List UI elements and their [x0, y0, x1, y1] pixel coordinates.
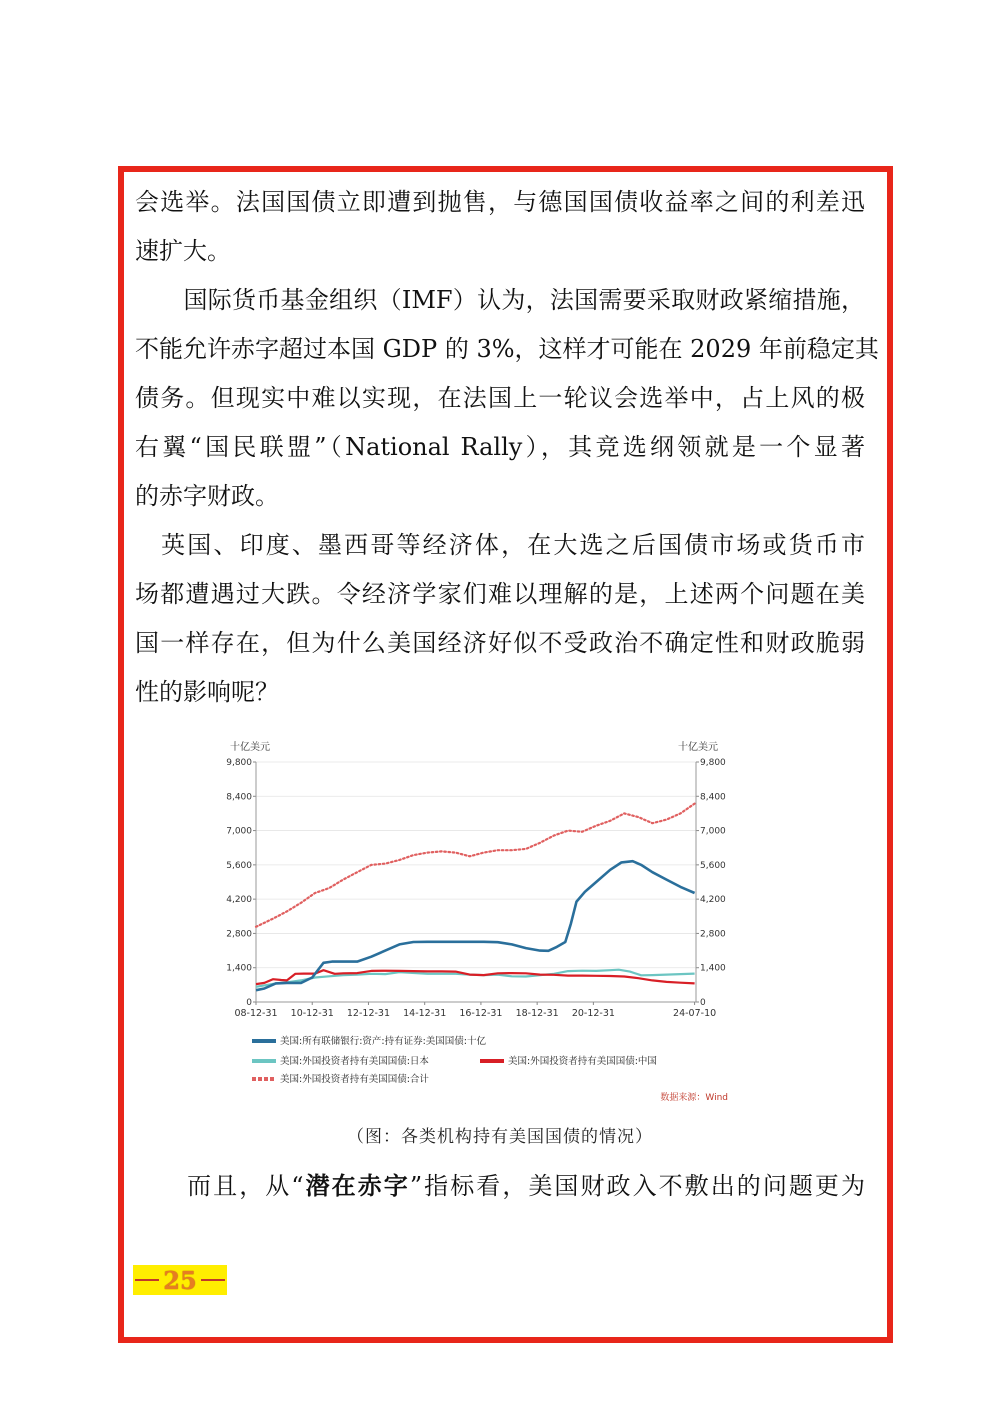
- y-axis-right: [696, 758, 726, 1008]
- chart-series: [256, 804, 695, 991]
- y-tick-label-right: 5,600: [700, 860, 726, 871]
- text-line: 不能允许赤字超过本国 GDP 的 3%，这样才可能在 2029 年前稳定其: [135, 335, 879, 363]
- legend-label: 美国:外国投资者持有美国国债:合计: [280, 1074, 429, 1085]
- y-tick-label-left: 4,200: [226, 895, 252, 906]
- text-line: 国际货币基金组织（IMF）认为，法国需要采取财政紧缩措施，: [135, 286, 865, 314]
- series-line-1: [256, 970, 695, 987]
- x-tick-label: 18-12-31: [515, 1008, 559, 1019]
- y-tick-label-left: 8,400: [226, 792, 252, 803]
- bold-term: 潜在赤字: [303, 1171, 410, 1200]
- legend-swatch: [252, 1039, 276, 1043]
- legend-label: 美国:外国投资者持有美国国债:中国: [508, 1056, 657, 1067]
- chart-legend: [252, 1035, 657, 1085]
- text-line: 债务。但现实中难以实现，在法国上一轮议会选举中，占上风的极: [135, 384, 865, 412]
- page-number: 25: [163, 1265, 197, 1295]
- text-line: 速扩大。: [135, 237, 231, 265]
- text-line: 性的影响呢？: [135, 678, 279, 706]
- paragraph-1: [135, 178, 865, 276]
- y-tick-label-right: 4,200: [700, 895, 726, 906]
- y-tick-label-left: 7,000: [226, 826, 252, 837]
- legend-swatch: [252, 1077, 256, 1081]
- paragraph-3: [135, 521, 865, 717]
- x-tick-label: 20-12-31: [571, 1008, 615, 1019]
- paragraph-4: [135, 1161, 865, 1211]
- dash-left: [135, 1279, 159, 1281]
- x-tick-label: 10-12-31: [290, 1008, 334, 1019]
- y-axis-unit-left: 十亿美元: [230, 742, 270, 753]
- y-tick-label-left: 9,800: [226, 758, 252, 768]
- y-tick-label-left: 0: [246, 998, 252, 1008]
- legend-swatch: [270, 1077, 274, 1081]
- x-tick-label: 12-12-31: [346, 1008, 391, 1019]
- x-tick-label: 16-12-31: [459, 1008, 503, 1019]
- paragraph-2: [135, 276, 879, 521]
- text-prefix: 而且，从“: [135, 1172, 304, 1200]
- x-axis: [234, 1002, 716, 1019]
- text-line: 国一样存在，但为什么美国经济好似不受政治不确定性和财政脆弱: [135, 629, 865, 657]
- y-tick-label-right: 2,800: [700, 929, 726, 940]
- y-tick-label-left: 5,600: [226, 860, 252, 871]
- text-suffix: ”指标看，美国财政入不敷出的问题更为: [409, 1172, 865, 1200]
- y-tick-label-left: 2,800: [226, 929, 252, 940]
- figure-caption: （图：各类机构持有美国国债的情况）: [347, 1127, 653, 1147]
- x-tick-label: 24-07-10: [673, 1008, 717, 1019]
- treasury-holdings-chart: [218, 735, 738, 1110]
- text-line: 的赤字财政。: [135, 482, 279, 510]
- y-tick-label-right: 0: [700, 998, 706, 1008]
- x-tick-label: 08-12-31: [234, 1008, 278, 1019]
- y-tick-label-right: 9,800: [700, 758, 726, 768]
- legend-label: 美国:所有联储银行:资产:持有证券:美国国债:十亿: [280, 1036, 487, 1047]
- y-axis-unit-right: 十亿美元: [678, 742, 718, 753]
- y-tick-label-right: 7,000: [700, 826, 726, 837]
- text-line: 会选举。法国国债立即遭到抛售，与德国国债收益率之间的利差迅: [135, 188, 865, 216]
- legend-label: 美国:外国投资者持有美国国债:日本: [280, 1056, 429, 1067]
- y-tick-label-left: 1,400: [226, 963, 252, 974]
- legend-swatch: [264, 1077, 268, 1081]
- dash-right: [201, 1279, 225, 1281]
- text-line: 右翼“国民联盟”（National Rally），其竞选纲领就是一个显著: [135, 433, 865, 461]
- legend-swatch: [252, 1059, 276, 1063]
- legend-swatch: [480, 1059, 504, 1063]
- text-line: 场都遭遇过大跌。令经济学家们难以理解的是，上述两个问题在美: [135, 580, 865, 608]
- y-tick-label-right: 8,400: [700, 792, 726, 803]
- page-number-badge: [133, 1265, 227, 1295]
- y-axis-left: [226, 758, 256, 1008]
- text-line: 英国、印度、墨西哥等经济体，在大选之后国债市场或货币市: [135, 531, 865, 559]
- chart-source: 数据来源：Wind: [660, 1093, 728, 1103]
- y-tick-label-right: 1,400: [700, 963, 726, 974]
- legend-swatch: [258, 1077, 262, 1081]
- text-line: [135, 1161, 865, 1211]
- x-tick-label: 14-12-31: [403, 1008, 447, 1019]
